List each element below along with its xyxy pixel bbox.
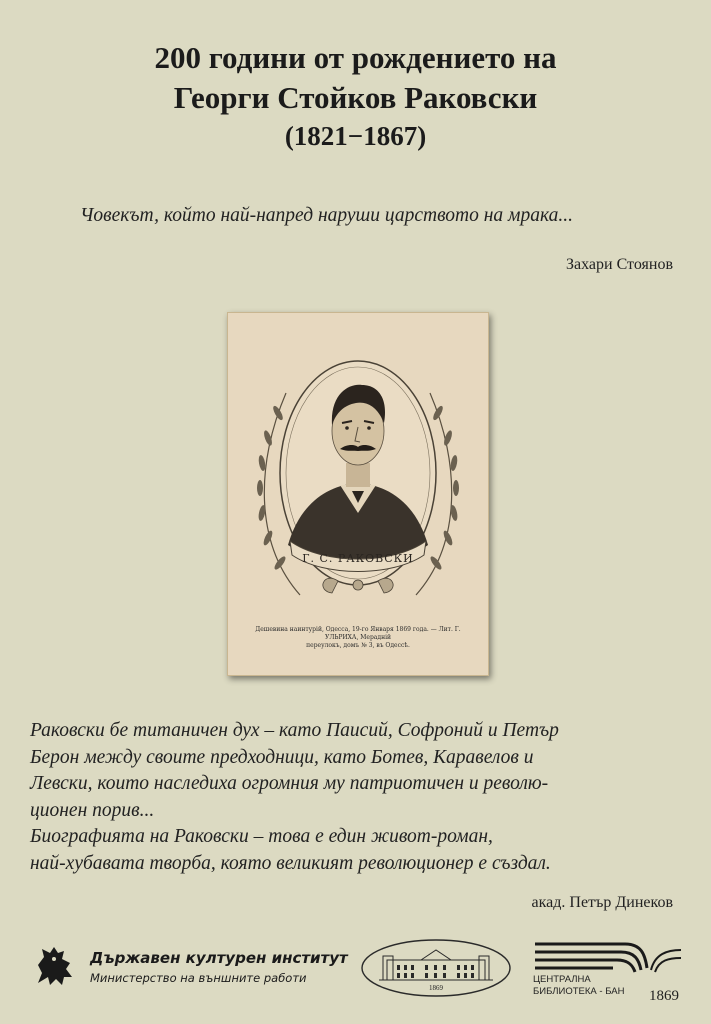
epigraph-author: Захари Стоянов [566,256,673,273]
title-years: (1821−1867) [284,121,427,151]
main-quote-author: акад. Петър Динеков [531,894,673,911]
caption-line-1: Дешевина наинтурій, Одесса, 19-го Января 1869 года. — Лит. Г. УЛЬРИХА, Мерадній [255,626,461,641]
main-quote [30,718,680,877]
institute-name: Държавен културен институт [90,949,348,967]
main-quote-line: ционен порив... [30,799,155,821]
main-quote-line: най-хубавата творба, която великият революционер е създал. [30,852,551,874]
caption-line-2: переулокъ, домъ № 3, въ Одессѣ. [306,642,410,649]
main-quote-line: Берон между своите предходници, като Ботев, Каравелов и [30,746,534,768]
library-logo [533,940,683,1006]
building-logo-year: 1869 [429,984,443,992]
page-title [0,38,711,154]
portrait-caption [242,626,474,650]
building-logo [359,938,513,1000]
library-name [533,974,625,998]
main-quote-line: Левски, които наследиха огромния му патриотичен и револю- [30,773,549,794]
institute-subtitle: Министерство на външните работи [90,971,307,985]
portrait-name-label: Г. С. РАКОВСКИ [302,552,414,565]
epigraph-quote: Човекът, който най-напред наруши царството на мрака... [80,205,574,226]
portrait-drawing [228,313,488,675]
title-line-2: Георги Стойков Раковски [173,80,538,115]
library-year: 1869 [649,988,679,1004]
institute-logo [32,943,348,993]
library-name-line-2: БИБЛИОТЕКА - БАН [533,986,625,997]
title-line-1: 200 години от рождението на [154,40,557,75]
library-name-line-1: ЦЕНТРАЛНА [533,974,591,985]
lion-icon [32,943,76,989]
main-quote-line: Раковски бе титаничен дух – като Паисий, Софроний и Петър [30,720,559,741]
main-quote-line: Биографията на Раковски – това е един живот-роман, [30,826,493,847]
portrait-lithograph [227,312,489,676]
